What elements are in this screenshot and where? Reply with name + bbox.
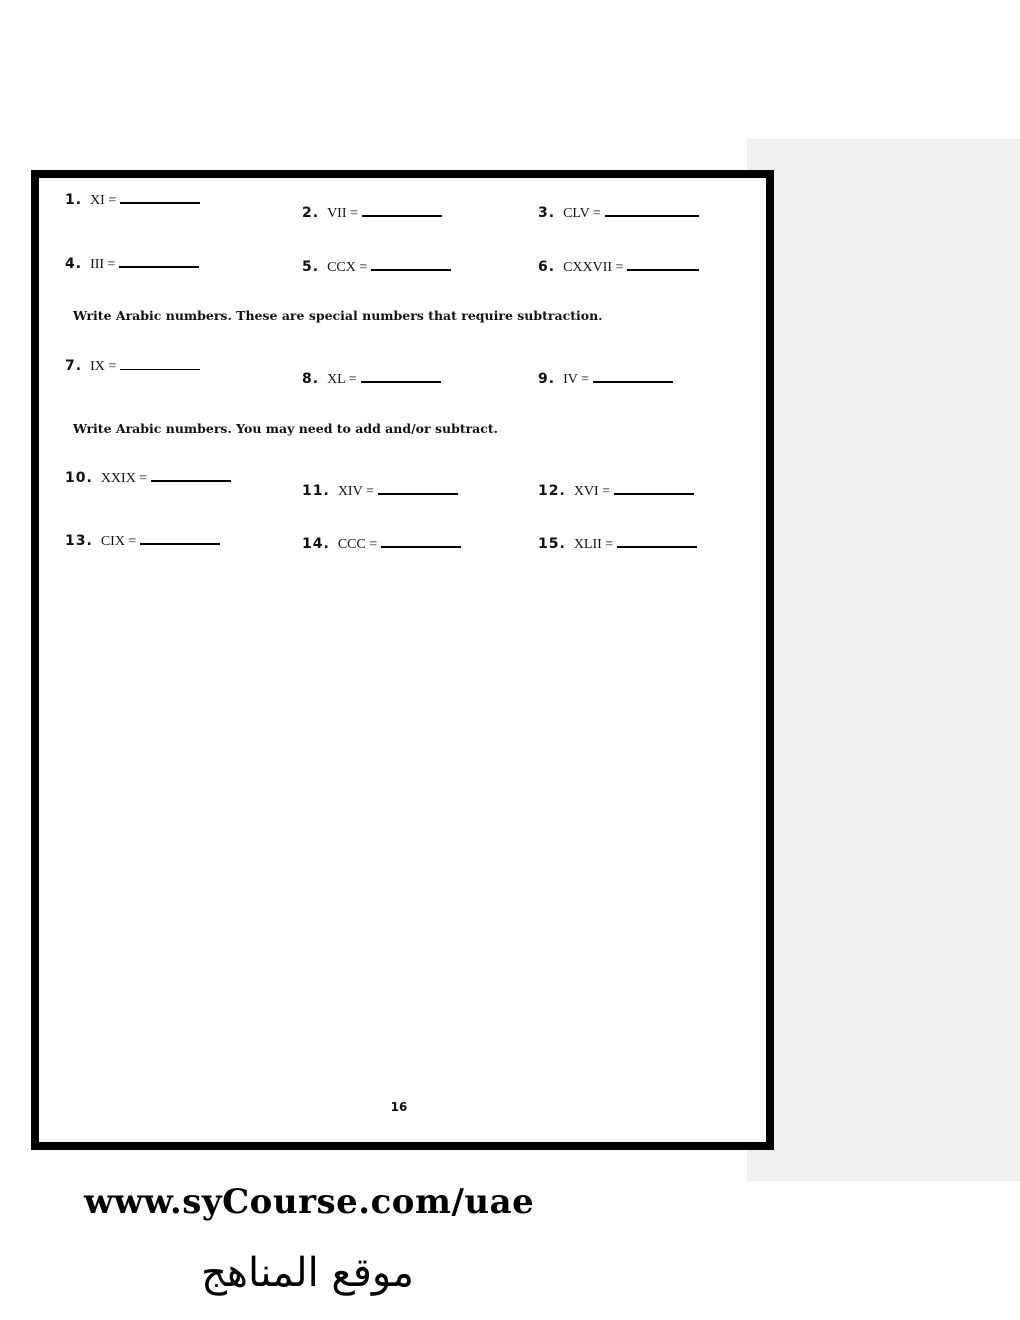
question-13 xyxy=(65,533,220,550)
answer-blank[interactable] xyxy=(381,545,461,548)
answer-blank[interactable] xyxy=(627,268,699,271)
roman-expression: CIX = xyxy=(100,534,137,549)
question-15 xyxy=(538,536,697,553)
page-number: 16 xyxy=(390,1100,408,1114)
question-4 xyxy=(65,256,199,273)
answer-blank[interactable] xyxy=(617,545,697,548)
worksheet-page xyxy=(31,170,774,1150)
website-arabic-name: موقع المناهج xyxy=(201,1250,414,1296)
roman-expression: CXXVII = xyxy=(563,260,624,275)
question-number: 2. xyxy=(302,205,320,221)
question-8 xyxy=(302,371,441,388)
question-number: 7. xyxy=(65,358,83,374)
question-11 xyxy=(302,483,458,500)
question-number: 12. xyxy=(538,483,566,499)
question-number: 11. xyxy=(302,483,330,499)
answer-blank[interactable] xyxy=(605,214,699,217)
question-14 xyxy=(302,536,461,553)
website-url: www.syCourse.com/uae xyxy=(84,1182,535,1222)
roman-expression: IX = xyxy=(90,359,117,374)
question-number: 9. xyxy=(538,371,556,387)
answer-blank[interactable] xyxy=(378,492,458,495)
roman-expression: IV = xyxy=(563,372,589,387)
question-5 xyxy=(302,259,451,276)
answer-blank[interactable] xyxy=(151,479,231,482)
roman-expression: CLV = xyxy=(563,206,601,221)
instruction-add-subtract: Write Arabic numbers. You may need to add and/or subtract. xyxy=(73,421,499,436)
roman-expression: XL = xyxy=(327,372,357,387)
roman-expression: XIV = xyxy=(337,484,374,499)
question-number: 15. xyxy=(538,536,566,552)
question-6 xyxy=(538,259,699,276)
question-number: 13. xyxy=(65,533,93,549)
question-3 xyxy=(538,205,699,222)
answer-blank[interactable] xyxy=(119,265,199,268)
question-7 xyxy=(65,358,200,375)
answer-blank[interactable] xyxy=(120,368,200,370)
answer-blank[interactable] xyxy=(371,268,451,271)
question-number: 1. xyxy=(65,192,83,208)
question-1 xyxy=(65,192,200,209)
roman-expression: CCX = xyxy=(327,260,368,275)
answer-blank[interactable] xyxy=(593,380,673,383)
roman-expression: XVI = xyxy=(573,484,611,499)
question-number: 3. xyxy=(538,205,556,221)
question-12 xyxy=(538,483,694,500)
roman-expression: XI = xyxy=(90,193,117,208)
answer-blank[interactable] xyxy=(120,201,200,204)
roman-expression: CCC = xyxy=(337,537,378,552)
answer-blank[interactable] xyxy=(362,214,442,217)
answer-blank[interactable] xyxy=(140,542,220,545)
instruction-subtraction: Write Arabic numbers. These are special numbers that require subtraction. xyxy=(73,308,603,323)
question-number: 10. xyxy=(65,470,93,486)
roman-expression: XLII = xyxy=(573,537,614,552)
roman-expression: VII = xyxy=(327,206,358,221)
question-number: 6. xyxy=(538,259,556,275)
side-panel xyxy=(747,139,1020,1181)
question-number: 8. xyxy=(302,371,320,387)
answer-blank[interactable] xyxy=(614,492,694,495)
roman-expression: XXIX = xyxy=(100,471,148,486)
question-number: 5. xyxy=(302,259,320,275)
question-10 xyxy=(65,470,231,487)
answer-blank[interactable] xyxy=(361,380,441,383)
question-number: 14. xyxy=(302,536,330,552)
question-9 xyxy=(538,371,673,388)
roman-expression: III = xyxy=(90,257,116,272)
question-number: 4. xyxy=(65,256,83,272)
question-2 xyxy=(302,205,442,222)
